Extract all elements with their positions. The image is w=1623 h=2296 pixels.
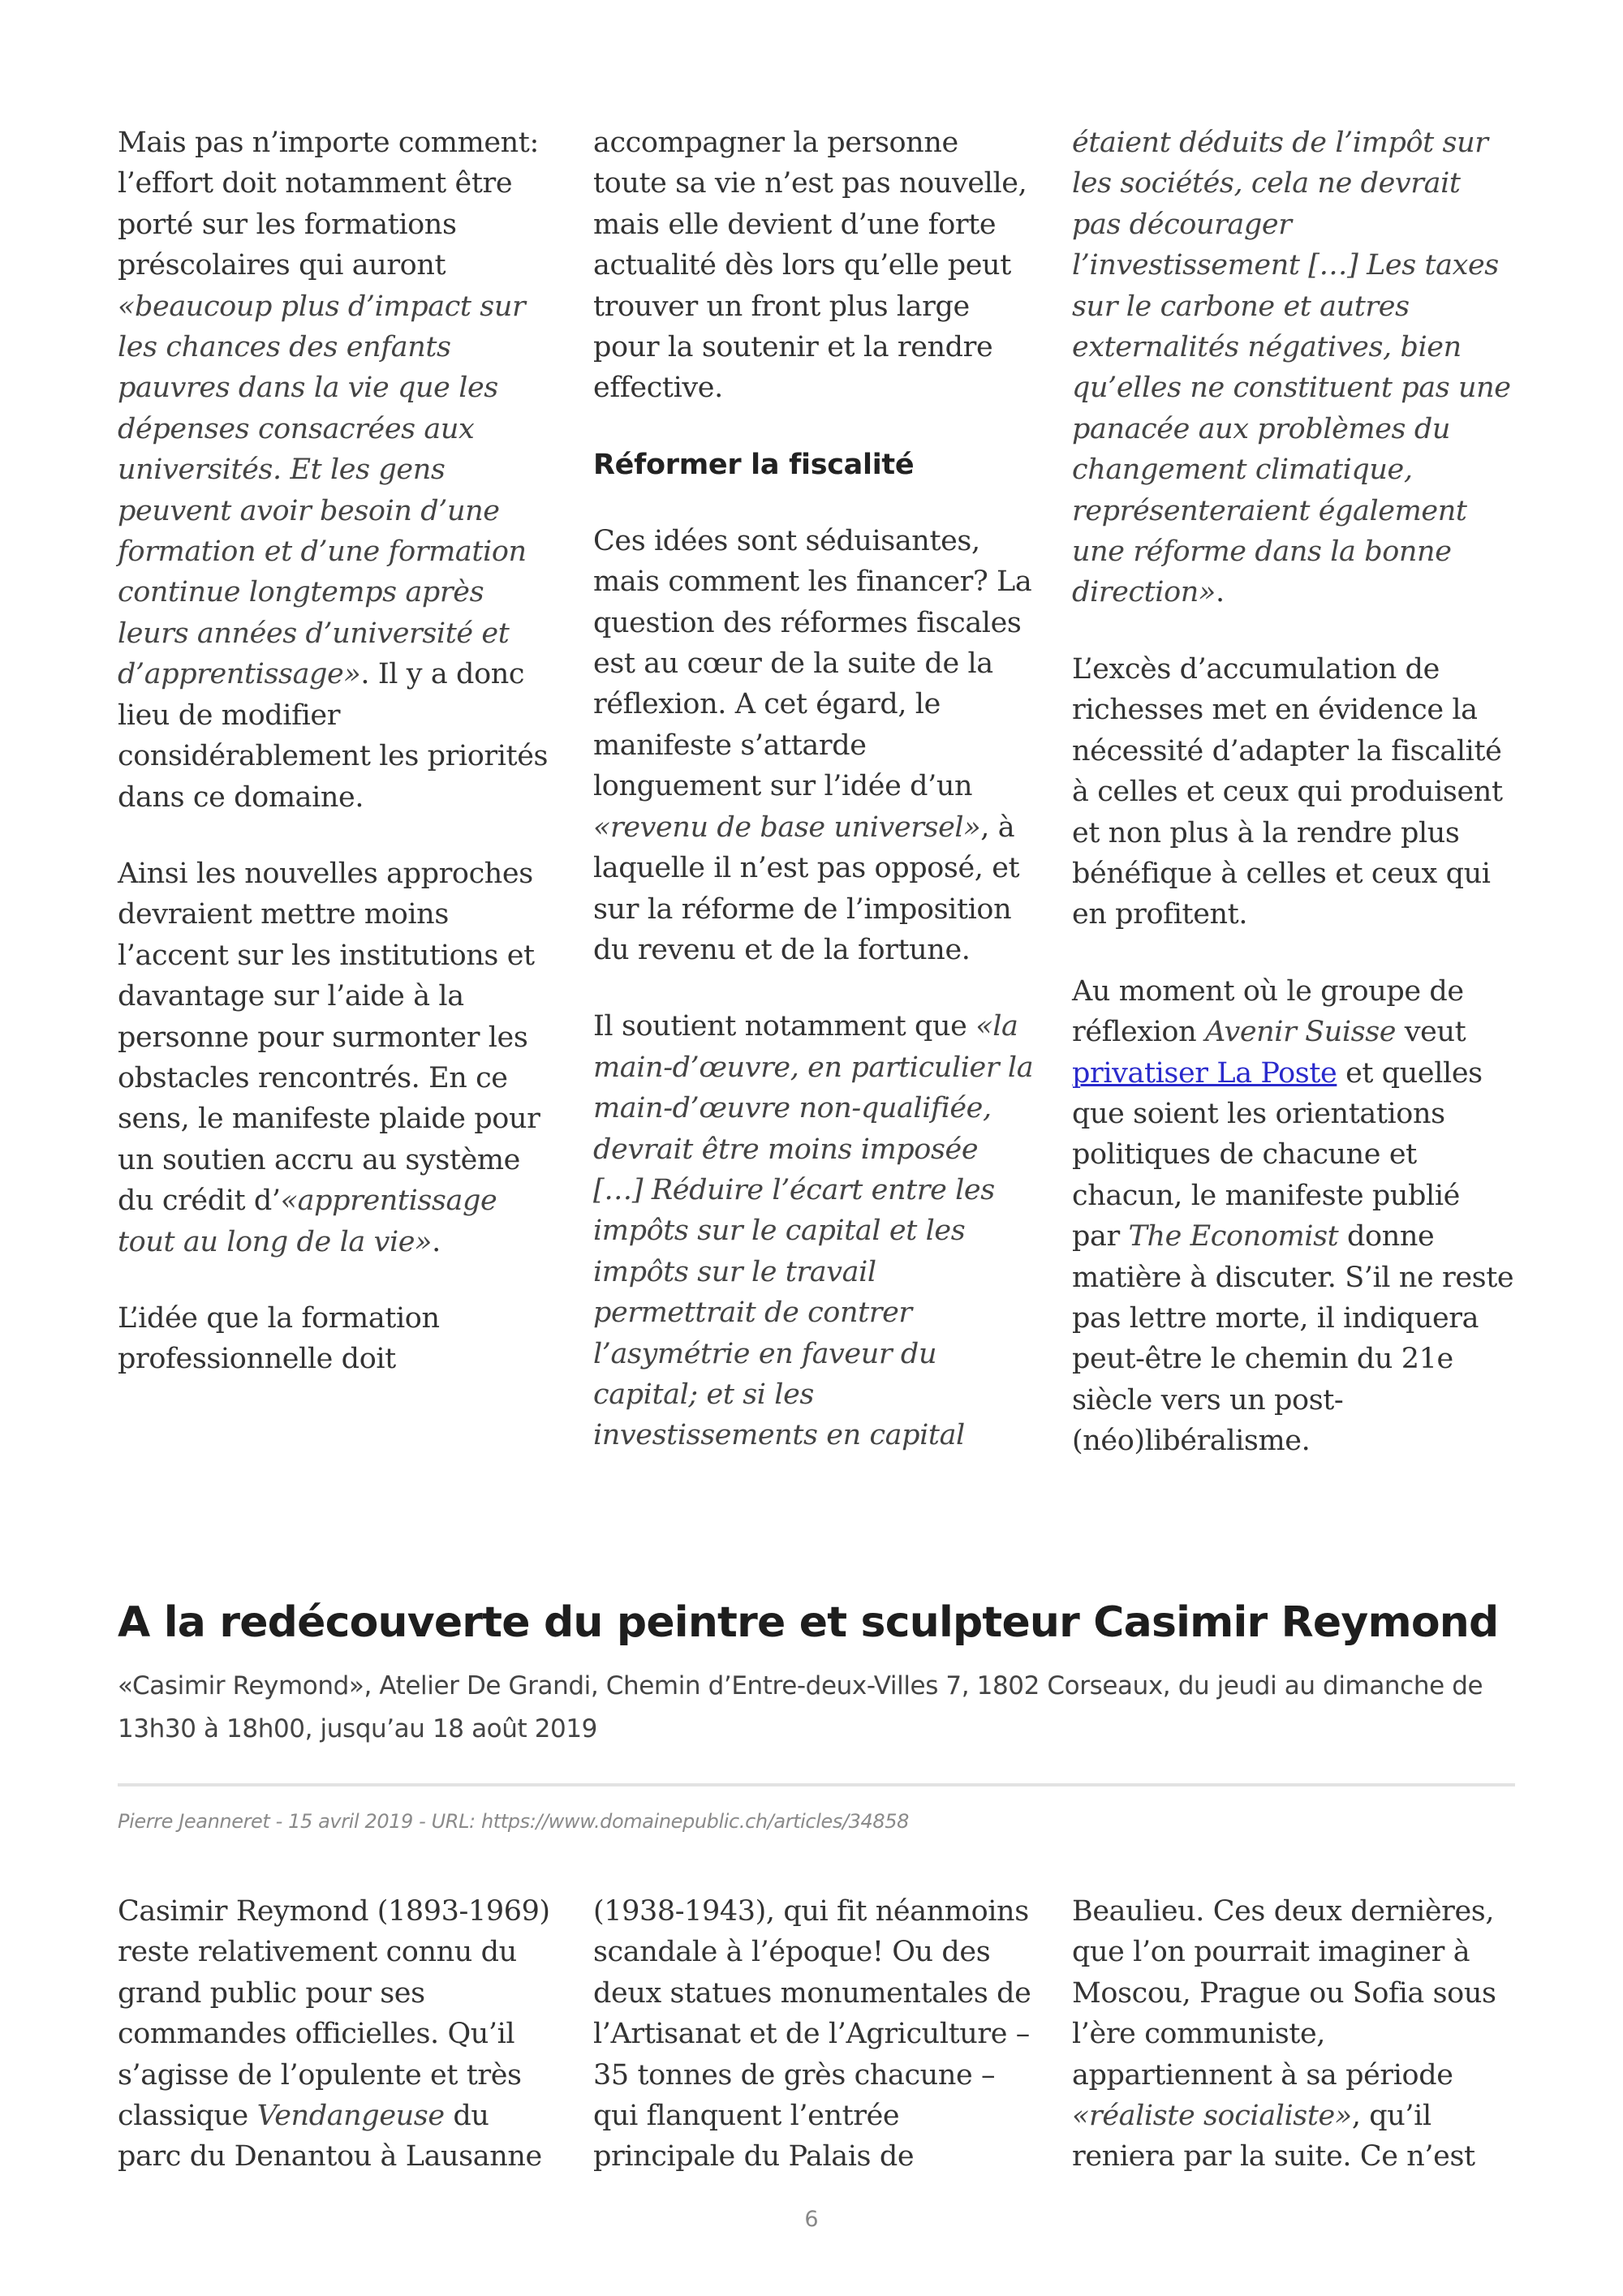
page-number: 6	[804, 2207, 819, 2232]
section-heading: Réformer la fiscalité	[593, 448, 915, 481]
paragraph: Ces idées sont séduisantes, mais comment les financer? La question des réformes fiscales est au cœur de la suite de la réflexion. A cet égard, le manifeste s’attarde longuement sur l’idée d’un «revenu de base universel», à laquelle il n’est pas opposé, et sur la réforme de l’imposition du revenu et de la fortune.	[593, 524, 1032, 966]
quote: «apprentissage tout au long de la vie»	[118, 1185, 497, 1258]
paragraph: Mais pas n’importe comment: l’effort doit notamment être porté sur les formations préscolaires qui auront «beaucoup plus d’impact sur les chances des enfants pauvres dans la vie que les dépenses consacrées aux universités. Et les gens peuvent avoir besoin d’une formation et d’une formation continue longtemps après leurs années d’université et d’apprentissage». Il y a donc lieu de modifier considérablement les priorités dans ce domaine.	[118, 127, 549, 814]
paragraph: Au moment où le groupe de réflexion Avenir Suisse veut privatiser La Poste et quelles que soient les orientations politiques de chacune et chacun, le manifeste publié par The Economist donne matière à discuter. S’il ne reste pas lettre morte, il indiquera peut-être le chemin du 21e siècle vers un post-(néo)libéralisme.	[1072, 974, 1514, 1458]
article-subtitle: «Casimir Reymond», Atelier De Grandi, Chemin d’Entre-deux-Villes 7, 1802 Corseaux, du jeudi au dimanche de 13h30 à 18h00, jusqu’au 18 août 2019	[118, 1671, 1483, 1743]
quote: «réaliste socialiste»	[1072, 2100, 1352, 2133]
paragraph: (1938-1943), qui fit néanmoins scandale à l’époque! Ou des deux statues monumentales de l’Artisanat et de l’Agriculture – 35 tonnes de grès chacune – qui flanquent l’entrée principale du Palais de	[593, 1895, 1031, 2173]
column-3	[1072, 123, 1514, 1462]
quote: étaient déduits de l’impôt sur les sociétés, cela ne devrait pas décourager l’investissement […] Les taxes sur le carbone et autres externalités négatives, bien qu’elles ne constituent pas une panacée aux problèmes du changement climatique, représenteraient également une réforme dans la bonne direction»	[1072, 127, 1511, 609]
paragraph: L’idée que la formation professionnelle doit	[118, 1301, 440, 1376]
paragraph: Il soutient notamment que «la main-d’œuvre, en particulier la main-d’œuvre non-qualifiée, devrait être moins imposée […] Réduire l’écart entre les impôts sur le capital et les impôts sur le travail permettrait de contrer l’asymétrie en faveur du capital; et si les investissements en capital	[593, 1010, 1034, 1452]
emphasis: Avenir Suisse	[1204, 1016, 1397, 1049]
paragraph: accompagner la personne toute sa vie n’est pas nouvelle, mais elle devient d’une forte actualité dès lors qu’elle peut trouver un front plus large pour la soutenir et la rendre effective.	[593, 127, 1027, 405]
emphasis: The Economist	[1128, 1220, 1339, 1253]
article-title: A la redécouverte du peintre et sculpteur Casimir Reymond	[118, 1598, 1499, 1647]
emphasis: Vendangeuse	[256, 2100, 445, 2133]
byline: Pierre Jeanneret - 15 avril 2019 - URL: https://www.domainepublic.ch/articles/34858	[118, 1810, 909, 1833]
paragraph: L’excès d’accumulation de richesses met en évidence la nécessité d’adapter la fiscalité à celles et ceux qui produisent et non plus à la rendre plus bénéfique à celles et ceux qui en profitent.	[1072, 652, 1503, 931]
article-column-2	[593, 1891, 1035, 2178]
paragraph: Casimir Reymond (1893-1969) reste relativement connu du grand public pour ses commandes officielles. Qu’il s’agisse de l’opulente et très classique Vendangeuse du parc du Denantou à Lausanne	[118, 1895, 550, 2173]
column-1	[118, 123, 560, 1380]
divider	[118, 1783, 1515, 1786]
quote: «beaucoup plus d’impact sur les chances des enfants pauvres dans la vie que les dépenses consacrées aux universités. Et les gens peuvent avoir besoin d’une formation et d’une formation continue longtemps après leurs années d’université et d’apprentissage»	[118, 290, 527, 691]
paragraph: étaient déduits de l’impôt sur les sociétés, cela ne devrait pas décourager l’investissement […] Les taxes sur le carbone et autres externalités négatives, bien qu’elles ne constituent pas une panacée aux problèmes du changement climatique, représenteraient également une réforme dans la bonne direction».	[1072, 127, 1511, 609]
paragraph: Beaulieu. Ces deux dernières, que l’on pourrait imaginer à Moscou, Prague ou Sofia sous l’ère communiste, appartiennent à sa période «réaliste socialiste», qu’il reniera par la suite. Ce n’est	[1072, 1895, 1496, 2173]
privatiser-la-poste-link[interactable]: privatiser La Poste	[1072, 1056, 1337, 1090]
article-column-3	[1072, 1891, 1514, 2178]
column-2	[593, 123, 1035, 1456]
quote: «revenu de base universel»	[593, 810, 981, 844]
article-column-1	[118, 1891, 560, 2178]
quote: «la main-d’œuvre, en particulier la main-d’œuvre non-qualifiée, devrait être moins imposée […] Réduire l’écart entre les impôts sur le capital et les impôts sur le travail permettrait de contrer l’asymétrie en faveur du capital; et si les investissements en capital	[593, 1010, 1034, 1452]
paragraph: Ainsi les nouvelles approches devraient mettre moins l’accent sur les institutions et davantage sur l’aide à la personne pour surmonter les obstacles rencontrés. En ce sens, le manifeste plaide pour un soutien accru au système du crédit d’«apprentissage tout au long de la vie».	[118, 857, 540, 1258]
